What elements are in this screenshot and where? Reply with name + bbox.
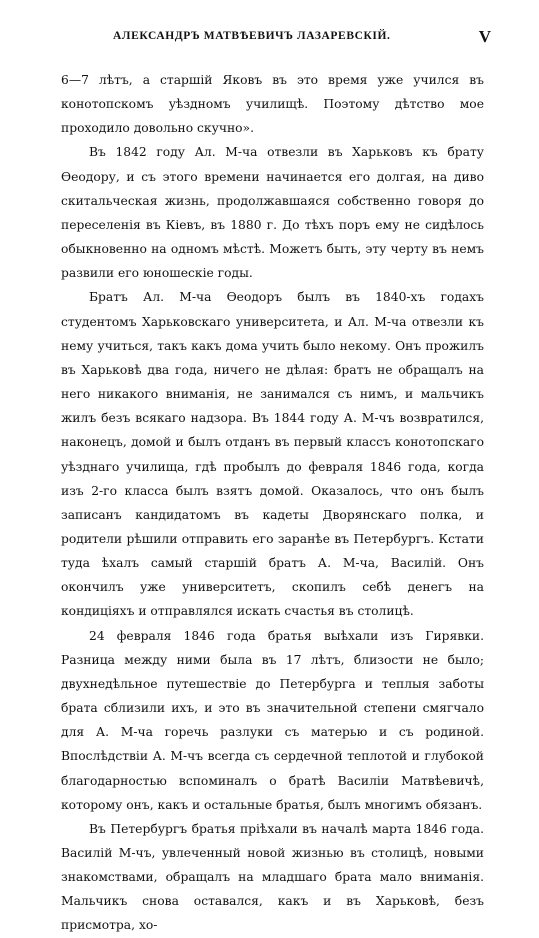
paragraph: Въ 1842 году Ал. М-ча отвезли въ Харьковъ къ брату Ѳеодору, и съ этого времени начинается его долгая, на диво скитальческая жизнь, продолжавшаяся собственно говоря до переселенія въ Кіевъ, въ 1880 г. До тѣхъ поръ ему не сидѣлось обыкновенно на одномъ мѣстѣ. Можетъ быть, эту черту въ немъ развили его юношескіе годы.: [61, 145, 484, 281]
paragraph: 24 февраля 1846 года братья выѣхали изъ Гирявки. Разница между ними была въ 17 лѣтъ, близости не было; двухнедѣльное путешествіе до Петербурга и теплыя заботы брата сблизили ихъ, и это въ значительной степени смягчало для А. М-ча горечь разлуки съ матерью и съ родиной. Впослѣдствіи А. М-чъ всегда съ сердечной теплотой и глубокой благодарностью вспоминалъ о братѣ Василіи Матвѣевичѣ, которому онъ, какъ и остальные братья, былъ многимъ обязанъ.: [61, 628, 484, 812]
running-head-title: АЛЕКСАНДРЪ МАТВѢЕВИЧЪ ЛАЗАРЕВСКІЙ.: [113, 30, 391, 42]
paragraph: Въ Петербургъ братья пріѣхали въ началѣ марта 1846 года. Василій М-чъ, увлеченный новой жизнью въ столицѣ, новыми знакомствами, обращалъ на младшаго брата мало вниманія. Мальчикъ снова оставался, какъ и въ Харьковѣ, безъ присмотра, хо-: [61, 821, 484, 933]
paragraph: Братъ Ал. М-ча Ѳеодоръ былъ въ 1840-хъ годахъ студентомъ Харьковскаго университета, и Ал. М-ча отвезли къ нему учиться, такъ какъ дома учить было некому. Онъ прожилъ въ Харьковѣ два года, ничего не дѣлая: братъ не обращалъ на него никакого вниманія, не занимался съ нимъ, и мальчикъ жилъ безъ всякаго надзора. Въ 1844 году А. М-чъ возвратился, наконецъ, домой и былъ отданъ въ первый классъ конотопскаго уѣзднаго училища, гдѣ пробылъ до февраля 1846 года, когда изъ 2-го класса былъ взятъ домой. Оказалось, что онъ былъ записанъ кандидатомъ въ кадеты Дворянскаго полка, и родители рѣшили отправить его заранѣе въ Петербургъ. Кстати туда ѣхалъ самый старшій братъ А. М-ча, Василій. Онъ окончилъ уже университетъ, скопилъ себѣ денегъ на кондиціяхъ и отправлялся искать счастья въ столицѣ.: [61, 290, 484, 619]
running-header: [63, 27, 491, 52]
page-number: V: [478, 27, 491, 46]
body-text: [61, 68, 484, 938]
paragraph-continuation: 6—7 лѣтъ, а старшій Яковъ въ это время уже учился въ конотопскомъ уѣздномъ училищѣ. Поэтому дѣтство мое проходило довольно скучно».: [61, 73, 484, 136]
